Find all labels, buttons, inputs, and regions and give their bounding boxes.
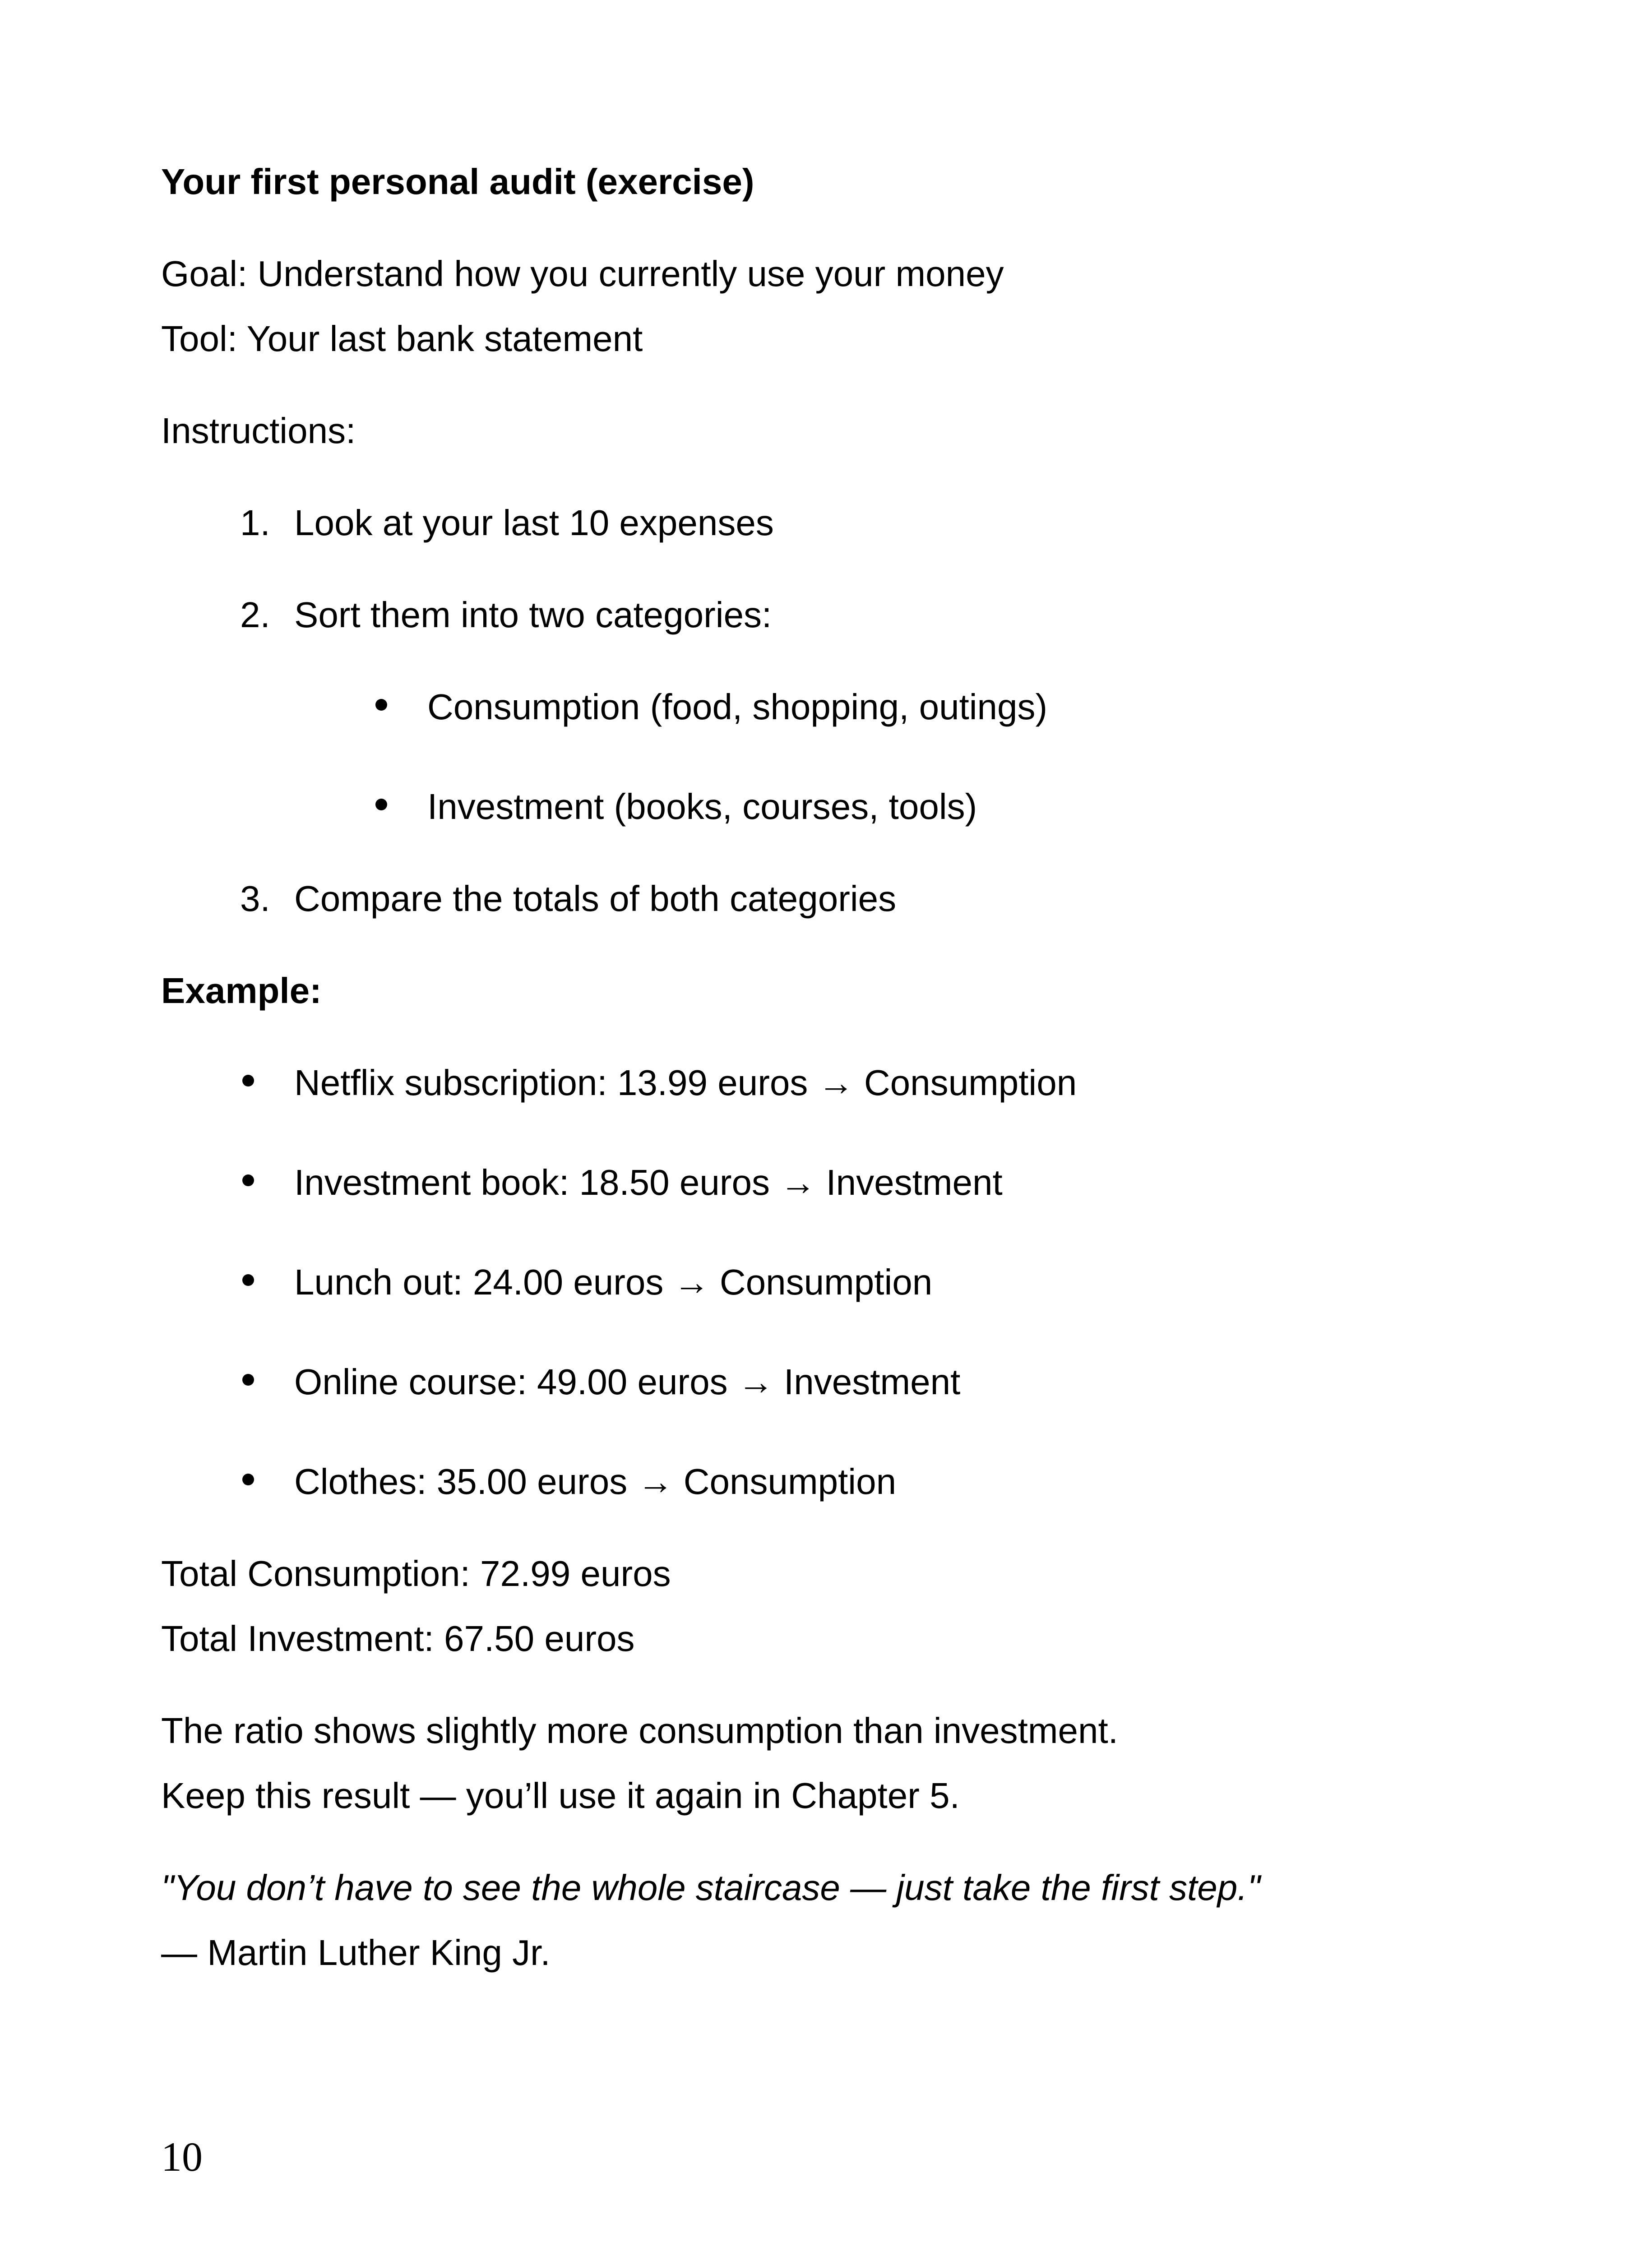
section-heading: Your first personal audit (exercise): [161, 162, 754, 202]
step-number: 1.: [240, 503, 270, 543]
instructions-list: [161, 501, 1515, 920]
bullet-icon: [242, 1174, 254, 1186]
page-number: 10: [161, 2134, 203, 2180]
instruction-step: [161, 501, 1515, 545]
example-list: [161, 1061, 1515, 1503]
step-text: Sort them into two categories:: [294, 595, 772, 635]
total-investment: Total Investment: 67.50 euros: [161, 1618, 635, 1659]
example-text: Netflix subscription: 13.99 euros → Consumption: [294, 1063, 1077, 1103]
instruction-step: [161, 593, 1515, 828]
page-content: [161, 160, 1515, 1974]
ratio-note: The ratio shows slightly more consumption than investment.: [161, 1710, 1118, 1751]
example-label: Example:: [161, 971, 322, 1011]
category-list: [294, 685, 1515, 828]
example-item: [161, 1360, 1515, 1404]
example-text: Investment book: 18.50 euros → Investment: [294, 1162, 1003, 1202]
example-text: Clothes: 35.00 euros → Consumption: [294, 1461, 897, 1502]
example-item: [161, 1061, 1515, 1105]
total-consumption: Total Consumption: 72.99 euros: [161, 1553, 671, 1594]
category-item: [294, 685, 1515, 729]
example-text: Online course: 49.00 euros → Investment: [294, 1362, 961, 1402]
keep-note: Keep this result — you’ll use it again in Chapter 5.: [161, 1775, 960, 1816]
example-item: [161, 1261, 1515, 1304]
example-text: Lunch out: 24.00 euros → Consumption: [294, 1262, 933, 1302]
category-text: Consumption (food, shopping, outings): [427, 687, 1048, 727]
category-text: Investment (books, courses, tools): [427, 786, 977, 827]
instruction-step: [161, 877, 1515, 920]
example-item: [161, 1161, 1515, 1204]
quote-author: — Martin Luther King Jr.: [161, 1932, 551, 1973]
bullet-icon: [242, 1075, 254, 1086]
tool-line: Tool: Your last bank statement: [161, 319, 643, 359]
bullet-icon: [375, 799, 387, 810]
step-text: Look at your last 10 expenses: [294, 503, 774, 543]
example-item: [161, 1460, 1515, 1503]
instructions-label: Instructions:: [161, 411, 356, 451]
bullet-icon: [375, 699, 387, 711]
step-number: 2.: [240, 595, 270, 635]
bullet-icon: [242, 1374, 254, 1386]
goal-line: Goal: Understand how you currently use your money: [161, 254, 1004, 294]
category-item: [294, 785, 1515, 828]
bullet-icon: [242, 1274, 254, 1286]
step-text: Compare the totals of both categories: [294, 878, 897, 919]
quote-text: "You don’t have to see the whole staircase — just take the first step.": [161, 1868, 1260, 1908]
step-number: 3.: [240, 878, 270, 919]
bullet-icon: [242, 1474, 254, 1485]
